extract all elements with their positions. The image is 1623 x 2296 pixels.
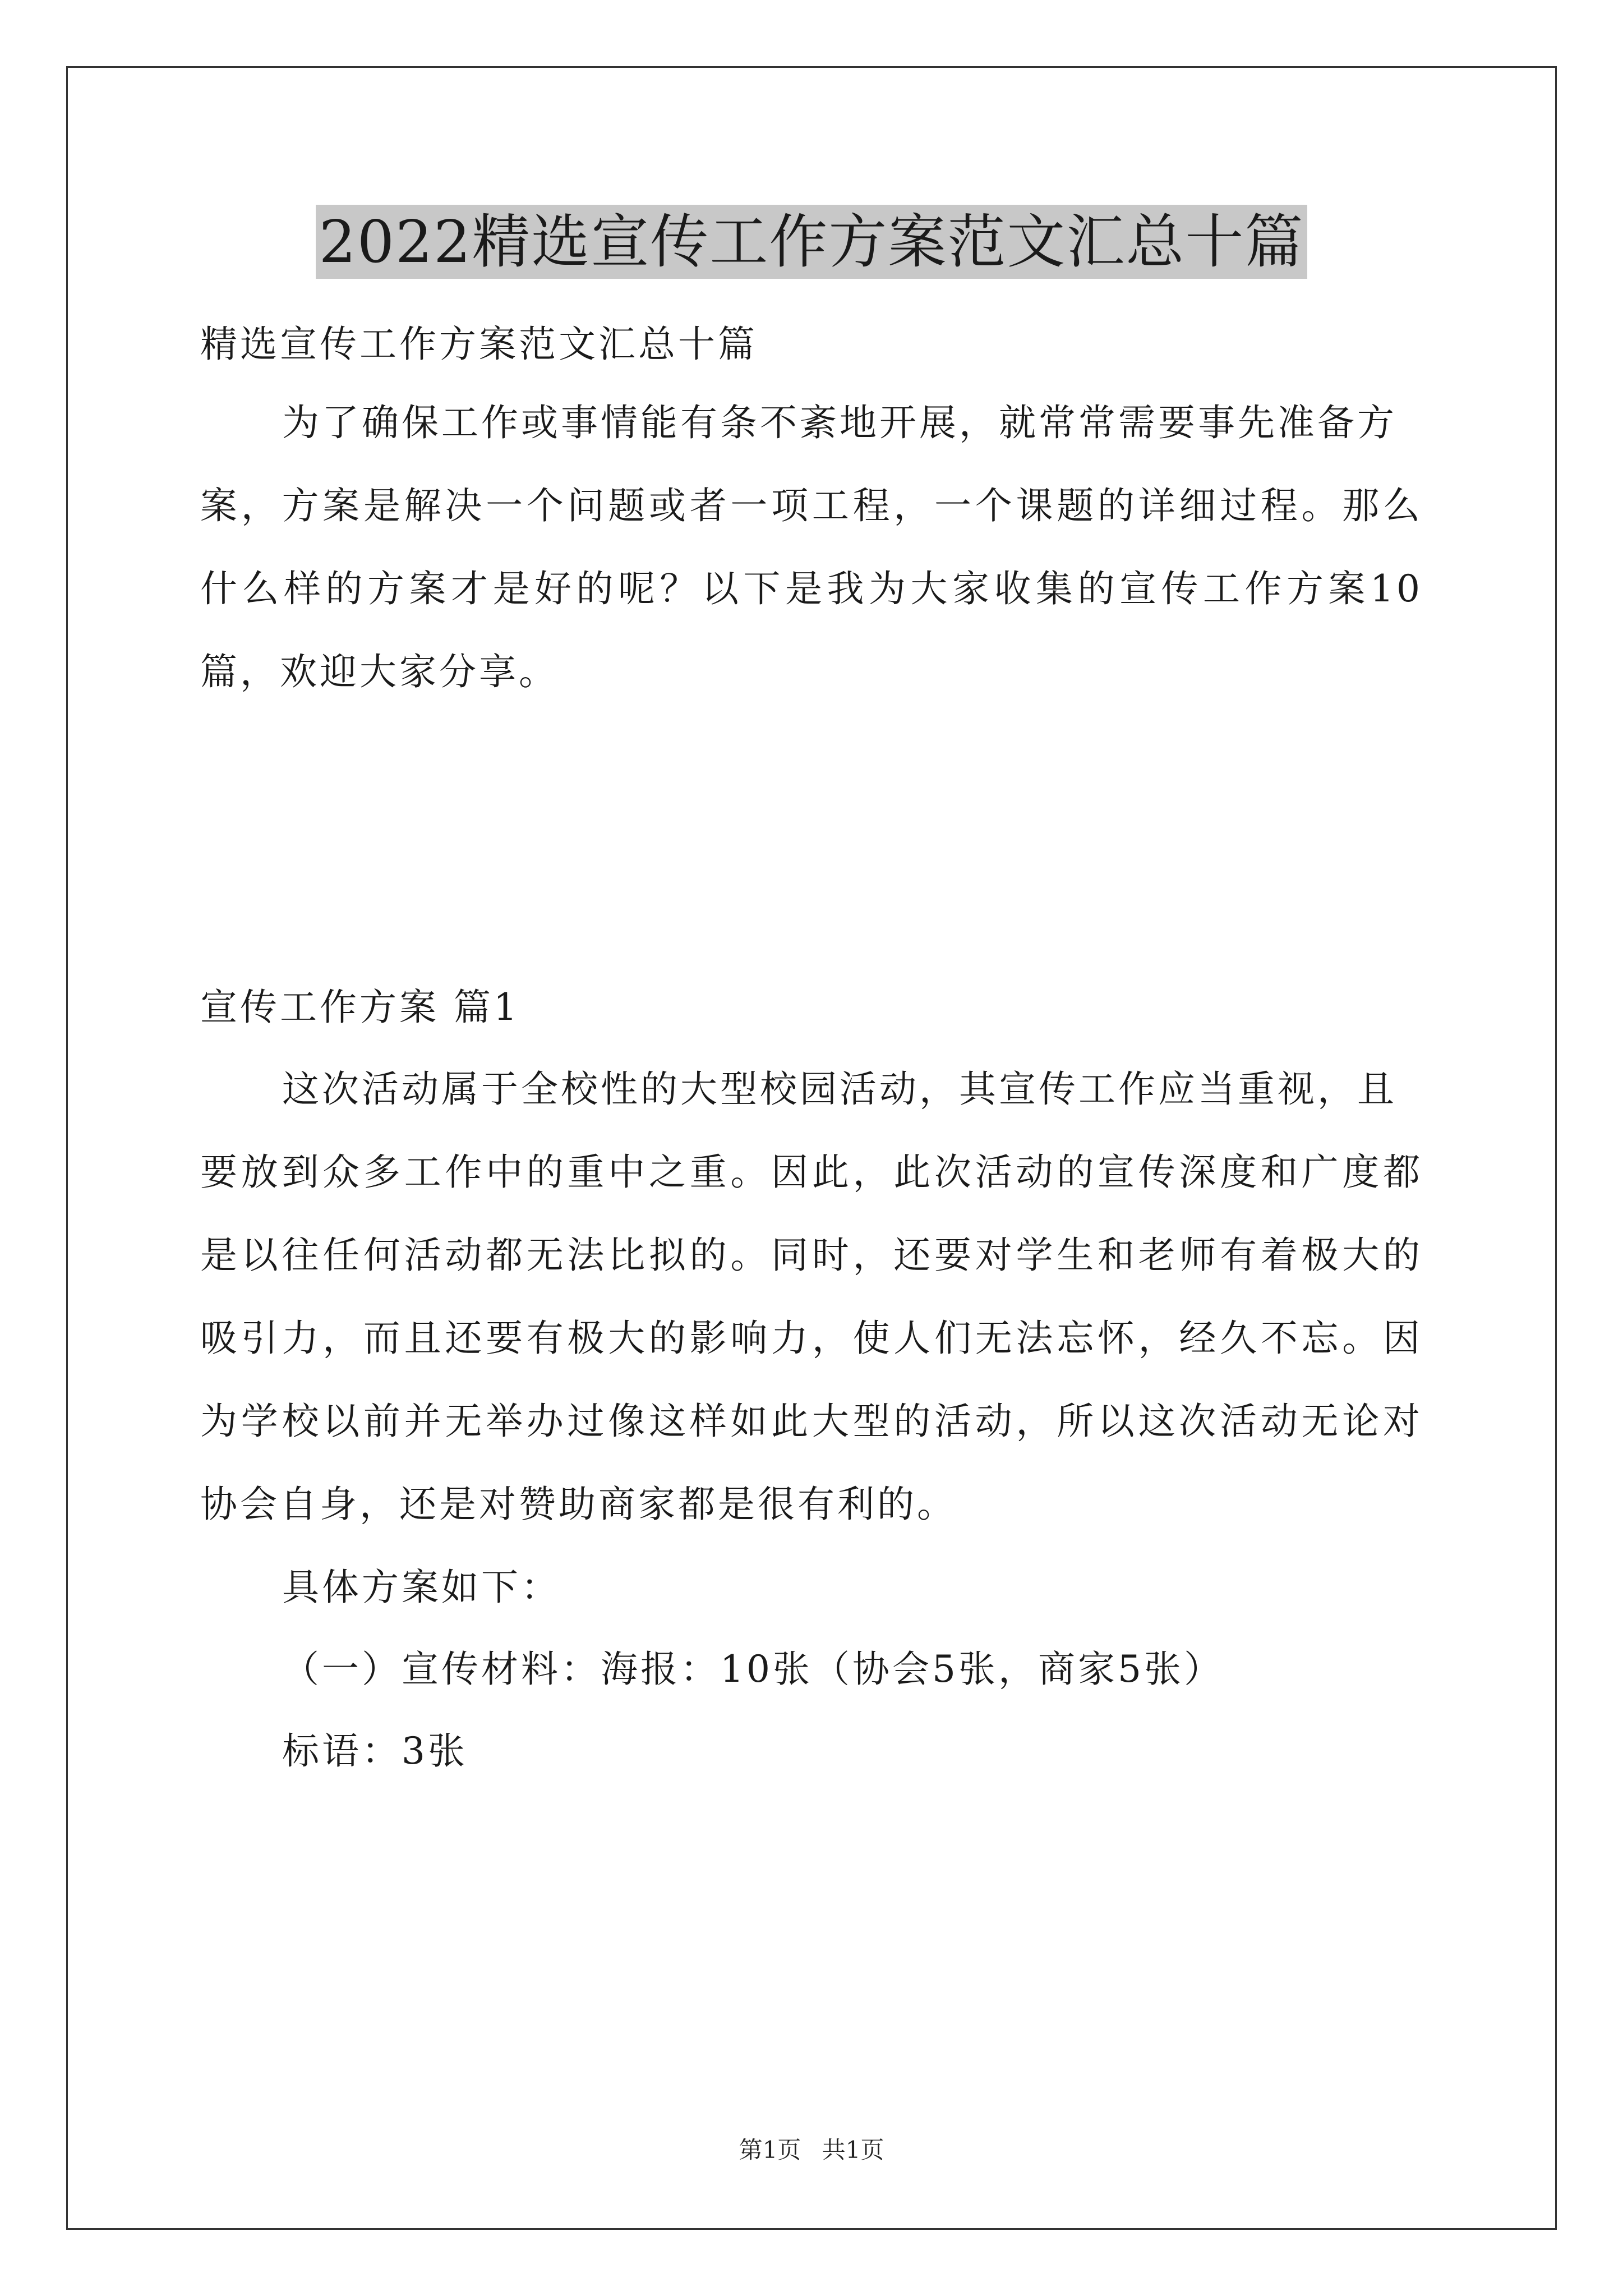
document-title: 2022精选宣传工作方案范文汇总十篇 (316, 205, 1308, 279)
section-line-6: 协会自身，还是对赞助商家都是很有利的。 (200, 1483, 957, 1526)
slogan-line: 标语：3张 (282, 1729, 468, 1773)
materials-line: （一）宣传材料：海报：10张（协会5张，商家5张） (282, 1648, 1224, 1691)
page-footer (0, 2132, 1623, 2165)
page-number: 第1页 (739, 2136, 801, 2164)
document-subtitle: 精选宣传工作方案范文汇总十篇 (200, 323, 758, 366)
intro-line-3: 什么样的方案才是好的呢？以下是我为大家收集的宣传工作方案10 (200, 567, 1423, 610)
page-total: 共1页 (822, 2136, 884, 2164)
intro-line-2: 案，方案是解决一个问题或者一项工程，一个课题的详细过程。那么 (200, 484, 1423, 527)
intro-line-1: 为了确保工作或事情能有条不紊地开展，就常常需要事先准备方 (282, 401, 1397, 444)
plan-intro: 具体方案如下： (282, 1566, 561, 1609)
intro-line-4: 篇，欢迎大家分享。 (200, 650, 559, 693)
section-line-1: 这次活动属于全校性的大型校园活动，其宣传工作应当重视，且 (282, 1068, 1397, 1111)
section-heading: 宣传工作方案 篇1 (200, 986, 520, 1029)
section-line-5: 为学校以前并无举办过像这样如此大型的活动，所以这次活动无论对 (200, 1400, 1423, 1443)
title-container (0, 205, 1623, 279)
section-line-2: 要放到众多工作中的重中之重。因此，此次活动的宣传深度和广度都 (200, 1151, 1423, 1194)
section-line-4: 吸引力，而且还要有极大的影响力，使人们无法忘怀，经久不忘。因 (200, 1317, 1423, 1360)
section-line-3: 是以往任何活动都无法比拟的。同时，还要对学生和老师有着极大的 (200, 1234, 1423, 1277)
